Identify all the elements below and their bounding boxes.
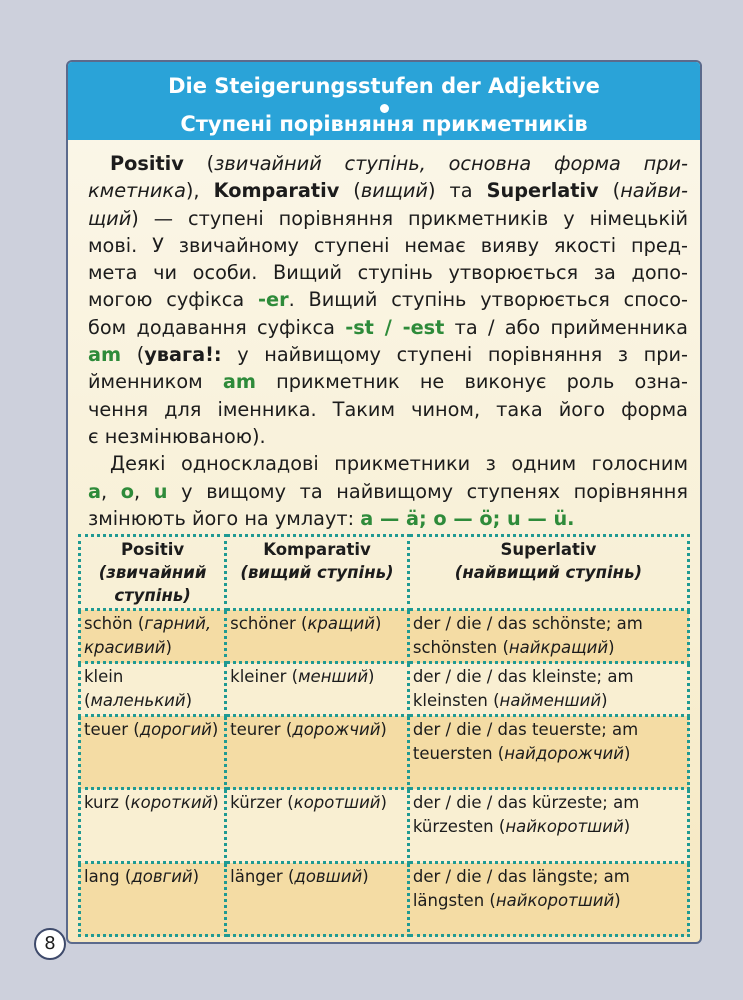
text-segment: ): [212, 793, 219, 812]
table-row: [80, 789, 689, 863]
text-segment: кращий: [307, 614, 375, 633]
table-cell: [226, 716, 409, 789]
text-segment: дорогий: [139, 720, 212, 739]
text-line: [88, 450, 688, 477]
text-segment: lang (: [84, 867, 132, 886]
text-segment: ): [623, 744, 631, 763]
text-segment: звичайний ступінь, основна форма при-: [214, 152, 688, 175]
table-cell: [408, 610, 688, 663]
header-sublabel: (найвищий ступінь): [454, 563, 643, 582]
table-cell: [80, 863, 226, 936]
text-segment: довший: [294, 867, 363, 886]
text-segment: schöner (: [230, 614, 308, 633]
text-line: [88, 150, 688, 177]
text-segment: змінюють його на умлаут:: [88, 506, 361, 530]
table-cell: [80, 610, 226, 663]
text-segment: ): [601, 691, 608, 710]
table-cell: [408, 716, 688, 789]
text-segment: ): [608, 638, 615, 657]
text-segment: -st / -est: [345, 315, 445, 339]
text-segment: der / die / das teuerste; am teuersten (: [412, 720, 639, 763]
header-label: Komparativ: [263, 540, 371, 559]
text-segment: (: [339, 179, 361, 203]
table-cell: [408, 663, 688, 716]
text-segment: бом додавання суфікса: [88, 315, 346, 339]
text-segment: ) та: [427, 179, 487, 203]
text-segment: teurer (: [230, 720, 293, 739]
text-line: [88, 205, 688, 232]
text-segment: ): [614, 891, 621, 910]
text-segment: коротший: [293, 793, 381, 812]
text-segment: йменником: [88, 370, 223, 394]
text-segment: der / die / das schönste; am schönsten (: [412, 614, 643, 657]
text-segment: kurz (: [84, 793, 131, 812]
text-segment: -er: [257, 288, 289, 312]
title-ukrainian: Ступені порівняння прикметників: [180, 112, 588, 136]
header-label: Positiv: [120, 540, 185, 559]
text-segment: ): [380, 793, 387, 812]
text-segment: щий: [88, 206, 132, 230]
text-segment: короткий: [130, 793, 213, 812]
column-header: [80, 536, 226, 610]
text-line: [88, 341, 688, 368]
text-segment: прикметник не виконує роль озна-: [255, 370, 688, 394]
text-segment: менший: [298, 667, 369, 686]
text-line: [88, 368, 688, 395]
text-segment: ): [362, 867, 369, 886]
text-segment: є незмінюваною).: [88, 424, 266, 448]
table-row: [80, 863, 689, 936]
text-line: [88, 314, 688, 341]
table-cell: [226, 610, 409, 663]
text-segment: ): [185, 691, 193, 710]
text-segment: мета чи особи. Вищий ступінь утворюється за допо-: [88, 261, 688, 285]
text-segment: маленький: [90, 691, 186, 710]
text-segment: (: [121, 343, 145, 367]
text-segment: ): [211, 720, 219, 739]
text-segment: мові. У звичайному ступені немає вияву якості пред-: [88, 233, 688, 257]
table-row: [80, 716, 689, 789]
text-segment: länger (: [230, 867, 295, 886]
text-segment: найкоротший: [505, 817, 624, 836]
text-segment: o: [120, 479, 135, 503]
text-segment: найкоротший: [495, 891, 615, 910]
table-row: [80, 610, 689, 663]
explanation-text: [88, 150, 688, 532]
content-box: [66, 60, 702, 944]
text-segment: Деякі односкладові прикметники з одним голосним: [110, 452, 688, 476]
text-segment: Superlativ: [486, 179, 599, 203]
table-cell: [80, 716, 226, 789]
text-segment: (: [183, 152, 215, 175]
text-segment: увага!:: [144, 343, 222, 367]
text-segment: u: [153, 479, 168, 503]
text-segment: чення для іменника. Таким чином, така його форма: [88, 397, 688, 421]
text-segment: довгий: [131, 867, 193, 886]
text-segment: der / die / das kleinste; am kleinsten (: [412, 667, 634, 710]
text-segment: teuer (: [84, 720, 140, 739]
text-segment: ,: [101, 479, 121, 503]
text-segment: дорожчий: [292, 720, 381, 739]
text-segment: ) — ступені порівняння прикметників у німецькій: [131, 206, 688, 230]
page-number: 8: [34, 928, 66, 960]
table-cell: [80, 789, 226, 863]
text-line: [88, 478, 688, 505]
table-cell: [226, 789, 409, 863]
text-line: [88, 505, 688, 532]
text-segment: am: [222, 370, 256, 394]
text-segment: der / die / das längste; am längsten (: [412, 867, 630, 910]
text-line: [88, 423, 688, 450]
text-segment: ): [623, 817, 631, 836]
column-header: [226, 536, 409, 610]
text-line: [88, 286, 688, 313]
text-segment: у вищому та найвищому ступенях порівняння: [167, 479, 689, 503]
text-segment: найменший: [499, 691, 602, 710]
text-segment: у найвищому ступені порівняння з при-: [221, 343, 688, 367]
text-line: [88, 232, 688, 259]
text-segment: ): [380, 720, 387, 739]
table-cell: [80, 663, 226, 716]
column-header: [408, 536, 688, 610]
text-segment: der / die / das kürzeste; am kürzesten (: [412, 793, 640, 836]
text-segment: am: [88, 343, 122, 367]
text-segment: вищий: [360, 179, 428, 203]
text-segment: кметника: [88, 179, 186, 203]
text-line: [88, 259, 688, 286]
text-segment: ): [192, 867, 200, 886]
table-cell: [226, 863, 409, 936]
text-segment: ): [165, 638, 172, 657]
text-segment: найдорожчий: [504, 744, 624, 763]
table-row: [80, 663, 689, 716]
title-banner: [68, 62, 700, 140]
text-segment: a — ä; o — ö; u — ü.: [360, 506, 575, 530]
text-segment: . Вищий ступінь утворюється спосо-: [288, 288, 688, 312]
header-label: Superlativ: [500, 540, 597, 559]
text-segment: ),: [185, 179, 214, 203]
table-cell: [408, 863, 688, 936]
text-segment: kleiner (: [230, 667, 299, 686]
text-line: [88, 177, 688, 204]
text-segment: ): [368, 667, 375, 686]
text-segment: могою суфікса: [88, 288, 258, 312]
text-segment: ,: [134, 479, 154, 503]
text-segment: a: [88, 479, 102, 503]
header-sublabel: (вищий ступінь): [240, 563, 394, 582]
text-segment: найви-: [620, 179, 689, 203]
text-segment: ): [375, 614, 382, 633]
text-segment: Komparativ: [213, 179, 340, 203]
text-segment: schön (: [84, 614, 145, 633]
comparison-table: [78, 534, 690, 937]
text-segment: Positiv: [110, 152, 184, 175]
text-segment: (: [598, 179, 621, 203]
text-segment: klein (: [84, 667, 124, 710]
header-sublabel: (звичайний ступінь): [98, 563, 207, 605]
table-cell: [226, 663, 409, 716]
text-line: [88, 396, 688, 423]
table-cell: [408, 789, 688, 863]
text-segment: kürzer (: [230, 793, 294, 812]
text-segment: та / або прийменника: [444, 315, 688, 339]
text-segment: найкращий: [508, 638, 609, 657]
text-segment: гарний, красивий: [84, 614, 212, 657]
title-german: Die Steigerungsstufen der Adjektive: [168, 74, 600, 98]
